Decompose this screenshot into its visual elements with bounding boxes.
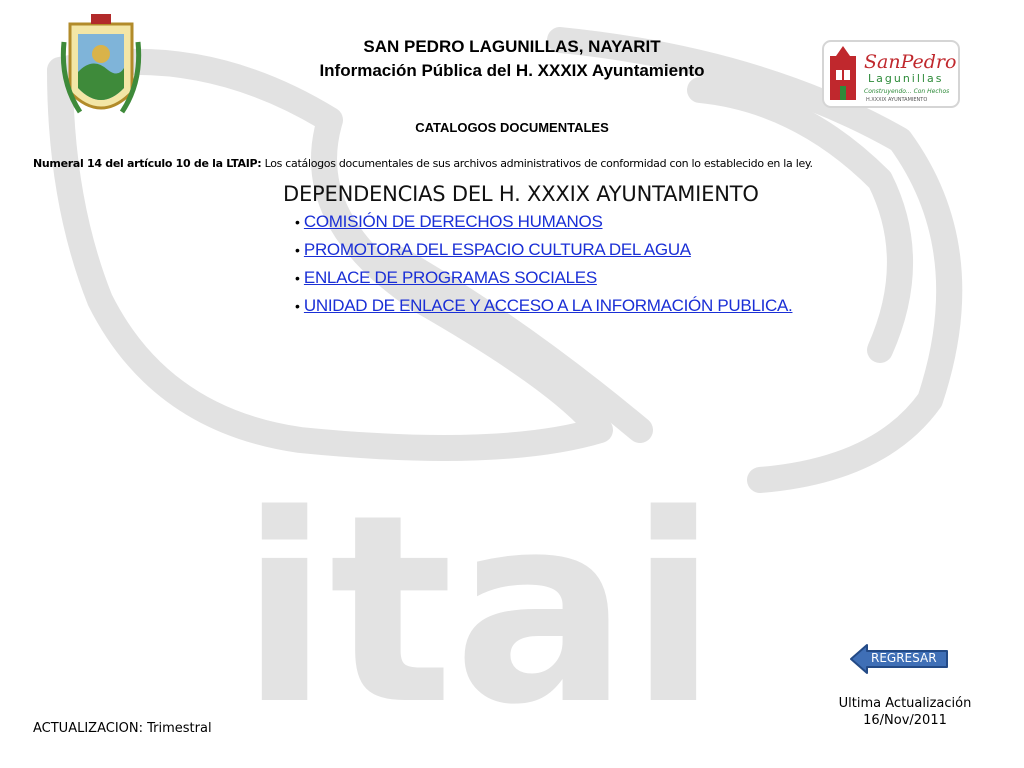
- legal-reference-text: Los catálogos documentales de sus archivos administrativos de conformidad con lo establecido en la ley.: [261, 157, 813, 170]
- legal-reference: [33, 157, 813, 170]
- dependencias-list: [295, 212, 792, 324]
- logo-line-2: Lagunillas: [868, 72, 944, 85]
- last-update-label: Ultima Actualización: [838, 696, 972, 711]
- list-item: [295, 212, 792, 240]
- list-item: [295, 240, 792, 268]
- municipality-title: SAN PEDRO LAGUNILLAS, NAYARIT: [363, 37, 661, 56]
- legal-reference-label: Numeral 14 del artículo 10 de la LTAIP:: [33, 157, 262, 170]
- bullet: •: [295, 270, 300, 286]
- dependencias-heading: DEPENDENCIAS DEL H. XXXIX AYUNTAMIENTO: [283, 182, 759, 206]
- logo-line-1: SanPedro: [864, 51, 957, 73]
- logo-line-3: Construyendo... Con Hechos: [864, 88, 950, 95]
- section-title: CATALOGOS DOCUMENTALES: [415, 120, 609, 135]
- back-button[interactable]: [849, 643, 949, 675]
- watermark-text: itai: [240, 460, 718, 762]
- logo-line-4: H.XXXIX AYUNTAMIENTO: [866, 97, 928, 103]
- link-unidad-enlace-acceso-informacion[interactable]: UNIDAD DE ENLACE Y ACCESO A LA INFORMACIÓN PUBLICA.: [303, 296, 793, 315]
- link-promotora-espacio-cultura-agua[interactable]: PROMOTORA DEL ESPACIO CULTURA DEL AGUA: [303, 240, 691, 259]
- link-comision-derechos-humanos[interactable]: COMISIÓN DE DERECHOS HUMANOS: [303, 212, 603, 231]
- bullet: •: [295, 242, 300, 258]
- update-frequency: ACTUALIZACION: Trimestral: [33, 721, 212, 736]
- page-subtitle: Información Pública del H. XXXIX Ayuntamiento: [319, 61, 705, 80]
- bullet: •: [295, 298, 300, 314]
- link-enlace-programas-sociales[interactable]: ENLACE DE PROGRAMAS SOCIALES: [303, 268, 597, 287]
- list-item: [295, 296, 792, 324]
- list-item: [295, 268, 792, 296]
- last-update-date: 16/Nov/2011: [863, 713, 947, 728]
- back-button-label: REGRESAR: [871, 651, 937, 665]
- last-update: [830, 695, 980, 729]
- bullet: •: [295, 214, 300, 230]
